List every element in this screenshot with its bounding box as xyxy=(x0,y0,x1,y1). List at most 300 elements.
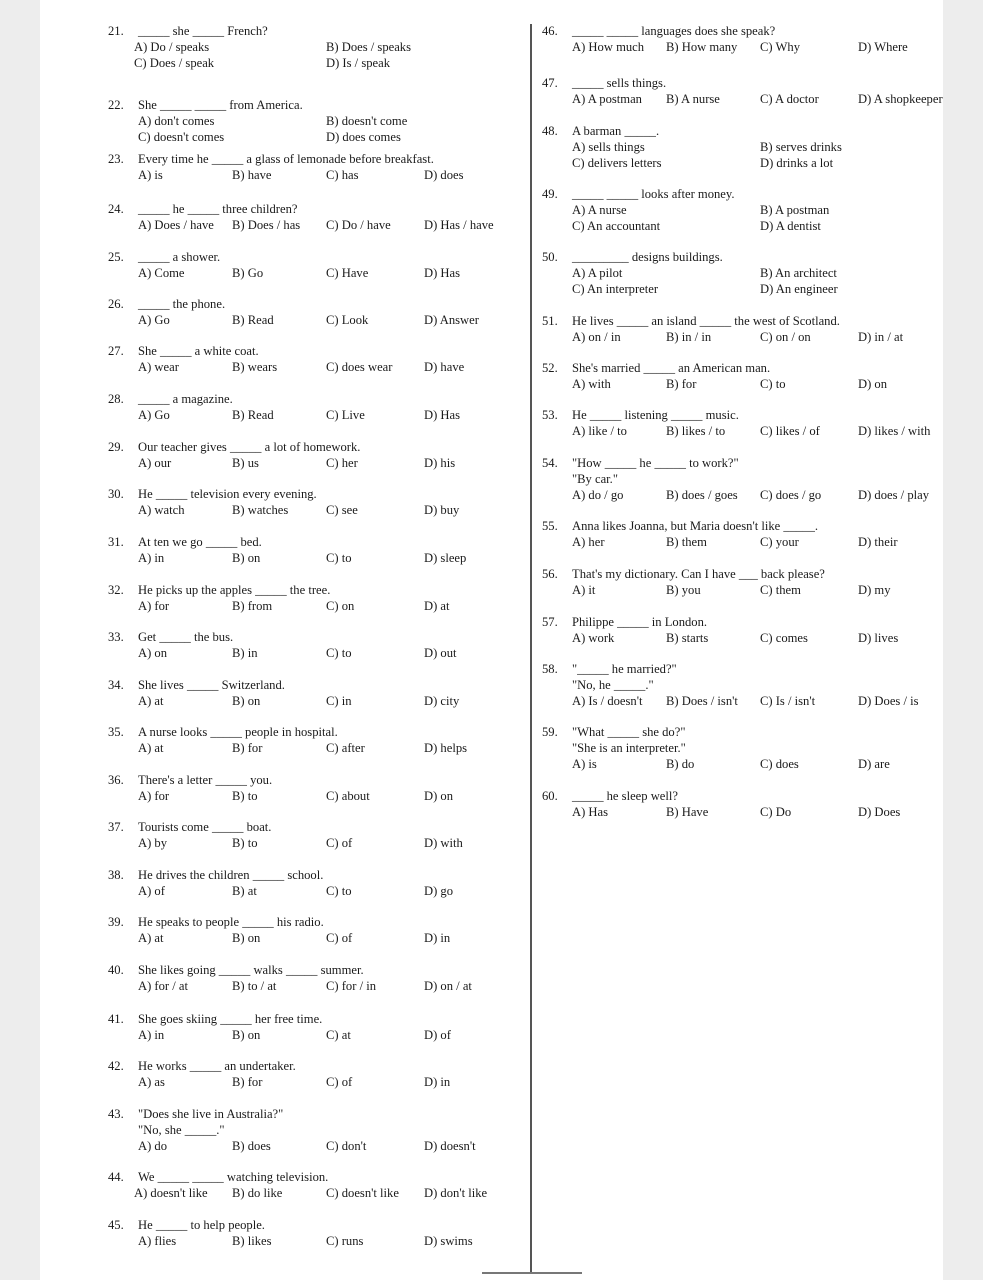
option-c[interactable]: C) comes xyxy=(760,630,808,645)
option-c[interactable]: C) runs xyxy=(326,1233,364,1248)
question-line xyxy=(108,535,528,551)
question-text: _____ sells things. xyxy=(572,76,667,90)
question-item xyxy=(108,1012,528,1044)
question-number: 53. xyxy=(542,408,558,422)
question-line xyxy=(108,1107,528,1123)
option-d[interactable]: D) Has xyxy=(424,265,461,280)
question-text: She _____ a white coat. xyxy=(138,344,259,358)
option-a[interactable]: A) with xyxy=(572,376,611,391)
question-text: He drives the children _____ school. xyxy=(138,868,324,882)
answer-options xyxy=(572,377,942,393)
option-a[interactable]: A) wear xyxy=(138,359,179,374)
option-c[interactable]: C) Is / isn't xyxy=(760,693,816,708)
option-b[interactable]: B) to / at xyxy=(232,978,277,993)
question-item xyxy=(108,487,528,519)
option-a[interactable]: A) is xyxy=(138,167,163,182)
question-text: There's a letter _____ you. xyxy=(138,773,273,787)
question-item xyxy=(108,297,528,329)
question-number: 21. xyxy=(108,24,124,38)
answer-options xyxy=(108,408,528,424)
option-d[interactable]: D) Answer xyxy=(424,312,479,327)
question-line xyxy=(542,456,942,472)
option-b[interactable]: B) Go xyxy=(232,265,264,280)
option-d[interactable]: D) in / at xyxy=(858,329,904,344)
option-b[interactable]: B) Have xyxy=(666,804,709,819)
option-c[interactable]: C) Why xyxy=(760,39,800,54)
option-d[interactable]: D) his xyxy=(424,455,456,470)
answer-options xyxy=(572,330,942,346)
option-a[interactable]: A) Do / speaks xyxy=(134,39,210,54)
question-text: That's my dictionary. Can I have ___ back please? xyxy=(572,567,825,581)
question-text: _____ he sleep well? xyxy=(572,789,678,803)
question-item xyxy=(108,725,528,757)
question-item xyxy=(108,98,528,145)
option-d[interactable]: D) on / at xyxy=(424,978,472,993)
question-number: 27. xyxy=(108,344,124,358)
option-a[interactable]: A) work xyxy=(572,630,615,645)
question-number: 52. xyxy=(542,361,558,375)
option-b[interactable]: B) have xyxy=(232,167,272,182)
option-a[interactable]: A) it xyxy=(572,582,596,597)
option-c[interactable]: C) on xyxy=(326,598,355,613)
option-a[interactable]: A) Go xyxy=(138,312,170,327)
question-number: 28. xyxy=(108,392,124,406)
question-number: 49. xyxy=(542,187,558,201)
answer-options xyxy=(108,694,528,710)
question-line xyxy=(108,1170,528,1186)
question-extra-line: "No, he _____." xyxy=(572,677,654,692)
option-c[interactable]: C) likes / of xyxy=(760,423,820,438)
question-line xyxy=(108,678,528,694)
option-b[interactable]: B) Read xyxy=(232,407,274,422)
question-line xyxy=(108,440,528,456)
option-d[interactable]: D) sleep xyxy=(424,550,467,565)
option-a[interactable]: A) watch xyxy=(138,502,185,517)
answer-options xyxy=(572,694,942,710)
question-number: 23. xyxy=(108,152,124,166)
option-a[interactable]: A) for xyxy=(138,788,170,803)
question-text: She lives _____ Switzerland. xyxy=(138,678,285,692)
question-text: She goes skiing _____ her free time. xyxy=(138,1012,323,1026)
option-c[interactable]: C) of xyxy=(326,835,353,850)
option-b[interactable]: B) on xyxy=(232,1027,261,1042)
option-a[interactable]: A) at xyxy=(138,930,164,945)
option-a[interactable]: A) don't comes xyxy=(138,113,215,128)
option-b[interactable]: B) for xyxy=(232,740,263,755)
question-item xyxy=(542,567,942,599)
option-d[interactable]: D) have xyxy=(424,359,465,374)
question-line xyxy=(108,630,528,646)
question-number: 43. xyxy=(108,1107,124,1121)
option-b[interactable]: B) them xyxy=(666,534,707,549)
option-d[interactable]: D) in xyxy=(424,1074,451,1089)
question-item xyxy=(542,662,942,709)
question-text: He _____ television every evening. xyxy=(138,487,317,501)
option-a[interactable]: A) A pilot xyxy=(572,265,623,280)
option-a[interactable]: A) sells things xyxy=(572,139,645,154)
option-d[interactable]: D) city xyxy=(424,693,460,708)
question-line xyxy=(108,24,528,40)
option-d[interactable]: D) Does xyxy=(858,804,901,819)
answer-options xyxy=(108,503,528,519)
question-item xyxy=(542,24,942,56)
option-c[interactable]: C) does xyxy=(760,756,799,771)
question-text: He speaks to people _____ his radio. xyxy=(138,915,324,929)
option-a[interactable]: A) do xyxy=(138,1138,168,1153)
option-b[interactable]: B) for xyxy=(666,376,697,391)
option-c[interactable]: C) her xyxy=(326,455,358,470)
option-c[interactable]: C) of xyxy=(326,930,353,945)
question-number: 35. xyxy=(108,725,124,739)
question-item xyxy=(108,1170,528,1202)
question-number: 60. xyxy=(542,789,558,803)
option-c[interactable]: C) Have xyxy=(326,265,369,280)
question-number: 39. xyxy=(108,915,124,929)
option-a[interactable]: A) is xyxy=(572,756,597,771)
option-c[interactable]: C) Does / speak xyxy=(134,55,215,70)
question-text: _____ the phone. xyxy=(138,297,226,311)
option-d[interactable]: D) doesn't xyxy=(424,1138,476,1153)
option-c[interactable]: C) for / in xyxy=(326,978,377,993)
option-a[interactable]: A) our xyxy=(138,455,172,470)
option-d[interactable]: D) of xyxy=(424,1027,451,1042)
question-item xyxy=(108,535,528,567)
option-b[interactable]: B) on xyxy=(232,930,261,945)
question-number: 37. xyxy=(108,820,124,834)
option-c[interactable]: C) of xyxy=(326,1074,353,1089)
option-a[interactable]: A) Go xyxy=(138,407,170,422)
question-text: "_____ he married?" xyxy=(572,662,677,676)
option-b[interactable]: B) Does / speaks xyxy=(326,39,411,54)
option-d[interactable]: D) their xyxy=(858,534,898,549)
question-item xyxy=(108,24,528,71)
question-text: She _____ _____ from America. xyxy=(138,98,303,112)
question-number: 58. xyxy=(542,662,558,676)
option-b[interactable]: B) in xyxy=(232,645,258,660)
question-item xyxy=(108,1218,528,1250)
answer-options xyxy=(572,40,942,56)
option-a[interactable]: A) for / at xyxy=(138,978,189,993)
answer-options xyxy=(108,114,528,146)
option-d[interactable]: D) Where xyxy=(858,39,908,54)
option-b[interactable]: B) does xyxy=(232,1138,271,1153)
question-item xyxy=(108,868,528,900)
option-d[interactable]: D) on xyxy=(424,788,454,803)
option-c[interactable]: C) don't xyxy=(326,1138,367,1153)
question-text: He picks up the apples _____ the tree. xyxy=(138,583,331,597)
option-b[interactable]: B) you xyxy=(666,582,701,597)
option-d[interactable]: D) in xyxy=(424,930,451,945)
question-text: She likes going _____ walks _____ summer. xyxy=(138,963,364,977)
question-text: "Does she live in Australia?" xyxy=(138,1107,284,1121)
answer-options xyxy=(572,424,942,440)
option-a[interactable]: A) in xyxy=(138,550,165,565)
option-a[interactable]: A) her xyxy=(572,534,605,549)
option-c[interactable]: C) Live xyxy=(326,407,365,422)
option-c[interactable]: C) on / on xyxy=(760,329,811,344)
option-d[interactable]: D) does / play xyxy=(858,487,929,502)
option-a[interactable]: A) doesn't like xyxy=(134,1185,208,1200)
option-c[interactable]: C) see xyxy=(326,502,358,517)
option-a[interactable]: A) at xyxy=(138,693,164,708)
option-a[interactable]: A) do / go xyxy=(572,487,624,502)
answer-options xyxy=(572,488,942,504)
option-a[interactable]: A) on xyxy=(138,645,168,660)
option-d[interactable]: D) lives xyxy=(858,630,899,645)
question-line xyxy=(108,820,528,836)
option-d[interactable]: D) swims xyxy=(424,1233,473,1248)
answer-options xyxy=(108,313,528,329)
option-c[interactable]: C) does / go xyxy=(760,487,822,502)
option-b[interactable]: B) in / in xyxy=(666,329,712,344)
question-item xyxy=(108,152,528,184)
question-item xyxy=(542,361,942,393)
question-line xyxy=(542,519,942,535)
answer-options xyxy=(572,92,942,108)
question-line xyxy=(108,250,528,266)
option-c[interactable]: C) to xyxy=(326,883,352,898)
answer-options xyxy=(108,1234,528,1250)
question-number: 45. xyxy=(108,1218,124,1232)
question-text: Anna likes Joanna, but Maria doesn't like _____. xyxy=(572,519,819,533)
question-number: 42. xyxy=(108,1059,124,1073)
option-c[interactable]: C) after xyxy=(326,740,365,755)
question-item xyxy=(108,1107,528,1154)
option-d[interactable]: D) does xyxy=(424,167,464,182)
option-b[interactable]: B) do like xyxy=(232,1185,283,1200)
question-item xyxy=(108,344,528,376)
option-b[interactable]: B) do xyxy=(666,756,695,771)
option-a[interactable]: A) How much xyxy=(572,39,645,54)
option-a[interactable]: A) Does / have xyxy=(138,217,214,232)
option-a[interactable]: A) Has xyxy=(572,804,609,819)
question-line xyxy=(542,187,942,203)
option-d[interactable]: D) Has / have xyxy=(424,217,494,232)
option-b[interactable]: B) How many xyxy=(666,39,738,54)
question-number: 26. xyxy=(108,297,124,311)
question-text: He works _____ an undertaker. xyxy=(138,1059,296,1073)
option-b[interactable]: B) Read xyxy=(232,312,274,327)
option-d[interactable]: D) are xyxy=(858,756,890,771)
question-text: He _____ to help people. xyxy=(138,1218,265,1232)
option-c[interactable]: C) A doctor xyxy=(760,91,819,106)
question-text: _____ she _____ French? xyxy=(138,24,268,38)
option-d[interactable]: D) Is / speak xyxy=(326,55,391,70)
question-number: 31. xyxy=(108,535,124,549)
answer-options xyxy=(108,789,528,805)
option-d[interactable]: D) with xyxy=(424,835,463,850)
answer-options xyxy=(108,979,528,995)
option-c[interactable]: C) to xyxy=(326,645,352,660)
option-c[interactable]: C) at xyxy=(326,1027,351,1042)
option-d[interactable]: D) drinks a lot xyxy=(760,155,834,170)
option-d[interactable]: D) go xyxy=(424,883,454,898)
option-c[interactable]: C) to xyxy=(760,376,786,391)
question-item xyxy=(108,440,528,472)
answer-options xyxy=(108,1028,528,1044)
answer-options xyxy=(108,646,528,662)
option-d[interactable]: D) buy xyxy=(424,502,460,517)
question-number: 41. xyxy=(108,1012,124,1026)
option-c[interactable]: C) does wear xyxy=(326,359,393,374)
question-item xyxy=(542,408,942,440)
option-c[interactable]: C) Look xyxy=(326,312,369,327)
option-b[interactable]: B) to xyxy=(232,835,258,850)
question-text: Every time he _____ a glass of lemonade before breakfast. xyxy=(138,152,434,166)
question-text: _____ _____ looks after money. xyxy=(572,187,735,201)
option-c[interactable]: C) has xyxy=(326,167,359,182)
answer-options xyxy=(572,757,942,773)
option-b[interactable]: B) likes / to xyxy=(666,423,726,438)
question-number: 25. xyxy=(108,250,124,264)
answer-options xyxy=(572,266,942,298)
question-line xyxy=(542,76,942,92)
option-d[interactable]: D) A dentist xyxy=(760,218,821,233)
option-a[interactable]: A) for xyxy=(138,598,170,613)
option-b[interactable]: B) on xyxy=(232,550,261,565)
question-item xyxy=(108,820,528,852)
option-a[interactable]: A) by xyxy=(138,835,168,850)
question-item xyxy=(542,124,942,171)
option-d[interactable]: D) Has xyxy=(424,407,461,422)
option-d[interactable]: D) my xyxy=(858,582,891,597)
option-c[interactable]: C) about xyxy=(326,788,370,803)
answer-options xyxy=(108,551,528,567)
option-d[interactable]: D) helps xyxy=(424,740,468,755)
question-text: _____ a shower. xyxy=(138,250,221,264)
question-item xyxy=(542,725,942,772)
option-b[interactable]: B) wears xyxy=(232,359,278,374)
question-number: 24. xyxy=(108,202,124,216)
option-b[interactable]: B) serves drinks xyxy=(760,139,842,154)
question-item xyxy=(108,1059,528,1091)
option-b[interactable]: B) on xyxy=(232,693,261,708)
option-a[interactable]: A) in xyxy=(138,1027,165,1042)
question-line xyxy=(542,250,942,266)
option-c[interactable]: C) Do xyxy=(760,804,792,819)
answer-options xyxy=(108,360,528,376)
option-c[interactable]: C) delivers letters xyxy=(572,155,662,170)
question-text: Our teacher gives _____ a lot of homework. xyxy=(138,440,361,454)
option-d[interactable]: D) out xyxy=(424,645,457,660)
option-b[interactable]: B) watches xyxy=(232,502,289,517)
option-b[interactable]: B) Does / has xyxy=(232,217,301,232)
question-number: 44. xyxy=(108,1170,124,1184)
option-b[interactable]: B) An architect xyxy=(760,265,837,280)
question-line xyxy=(108,868,528,884)
question-text: "What _____ she do?" xyxy=(572,725,686,739)
option-b[interactable]: B) A nurse xyxy=(666,91,720,106)
question-item xyxy=(542,76,942,108)
option-c[interactable]: C) Do / have xyxy=(326,217,391,232)
answer-options xyxy=(108,599,528,615)
option-d[interactable]: D) A shopkeeper xyxy=(858,91,943,106)
option-d[interactable]: D) at xyxy=(424,598,450,613)
option-d[interactable]: D) likes / with xyxy=(858,423,931,438)
option-a[interactable]: A) like / to xyxy=(572,423,627,438)
answer-options xyxy=(572,140,942,172)
question-text: He lives _____ an island _____ the west of Scotland. xyxy=(572,314,840,328)
question-item xyxy=(108,963,528,995)
option-b[interactable]: B) A postman xyxy=(760,202,830,217)
question-line xyxy=(108,202,528,218)
option-a[interactable]: A) of xyxy=(138,883,165,898)
answer-options xyxy=(108,741,528,757)
answer-options xyxy=(108,931,528,947)
option-d[interactable]: D) don't like xyxy=(424,1185,488,1200)
option-b[interactable]: B) for xyxy=(232,1074,263,1089)
option-a[interactable]: A) at xyxy=(138,740,164,755)
option-a[interactable]: A) A postman xyxy=(572,91,642,106)
option-d[interactable]: D) does comes xyxy=(326,129,401,144)
option-b[interactable]: B) to xyxy=(232,788,258,803)
option-c[interactable]: C) An accountant xyxy=(572,218,661,233)
option-b[interactable]: B) likes xyxy=(232,1233,272,1248)
question-line xyxy=(542,24,942,40)
option-c[interactable]: C) them xyxy=(760,582,801,597)
question-line xyxy=(108,392,528,408)
answer-options xyxy=(108,40,528,72)
option-a[interactable]: A) flies xyxy=(138,1233,177,1248)
option-c[interactable]: C) in xyxy=(326,693,352,708)
option-d[interactable]: D) Does / is xyxy=(858,693,919,708)
option-a[interactable]: A) as xyxy=(138,1074,165,1089)
option-a[interactable]: A) Is / doesn't xyxy=(572,693,643,708)
option-a[interactable]: A) on / in xyxy=(572,329,621,344)
question-item xyxy=(542,789,942,821)
option-b[interactable]: B) does / goes xyxy=(666,487,738,502)
question-item xyxy=(108,583,528,615)
option-d[interactable]: D) An engineer xyxy=(760,281,838,296)
question-number: 57. xyxy=(542,615,558,629)
option-b[interactable]: B) Does / isn't xyxy=(666,693,738,708)
question-item xyxy=(108,202,528,234)
question-number: 48. xyxy=(542,124,558,138)
question-extra-line: "No, she _____." xyxy=(138,1122,225,1137)
question-number: 40. xyxy=(108,963,124,977)
option-c[interactable]: C) your xyxy=(760,534,799,549)
question-line xyxy=(108,915,528,931)
question-text: Get _____ the bus. xyxy=(138,630,234,644)
question-text: _____ a magazine. xyxy=(138,392,233,406)
option-b[interactable]: B) from xyxy=(232,598,273,613)
answer-options xyxy=(572,203,942,235)
option-a[interactable]: A) Come xyxy=(138,265,185,280)
question-item xyxy=(542,187,942,234)
answer-options xyxy=(572,805,942,821)
question-item xyxy=(108,392,528,424)
option-c[interactable]: C) doesn't like xyxy=(326,1185,399,1200)
question-text: We _____ _____ watching television. xyxy=(138,1170,329,1184)
option-b[interactable]: B) at xyxy=(232,883,257,898)
question-text: Philippe _____ in London. xyxy=(572,615,708,629)
question-number: 36. xyxy=(108,773,124,787)
option-a[interactable]: A) A nurse xyxy=(572,202,627,217)
option-c[interactable]: C) doesn't comes xyxy=(138,129,225,144)
question-line xyxy=(108,297,528,313)
question-number: 54. xyxy=(542,456,558,470)
question-line xyxy=(108,1012,528,1028)
question-text: At ten we go _____ bed. xyxy=(138,535,262,549)
option-b[interactable]: B) doesn't come xyxy=(326,113,408,128)
option-c[interactable]: C) to xyxy=(326,550,352,565)
answer-options xyxy=(108,456,528,472)
option-c[interactable]: C) An interpreter xyxy=(572,281,659,296)
option-d[interactable]: D) on xyxy=(858,376,888,391)
option-b[interactable]: B) us xyxy=(232,455,259,470)
question-line xyxy=(108,344,528,360)
option-b[interactable]: B) starts xyxy=(666,630,709,645)
